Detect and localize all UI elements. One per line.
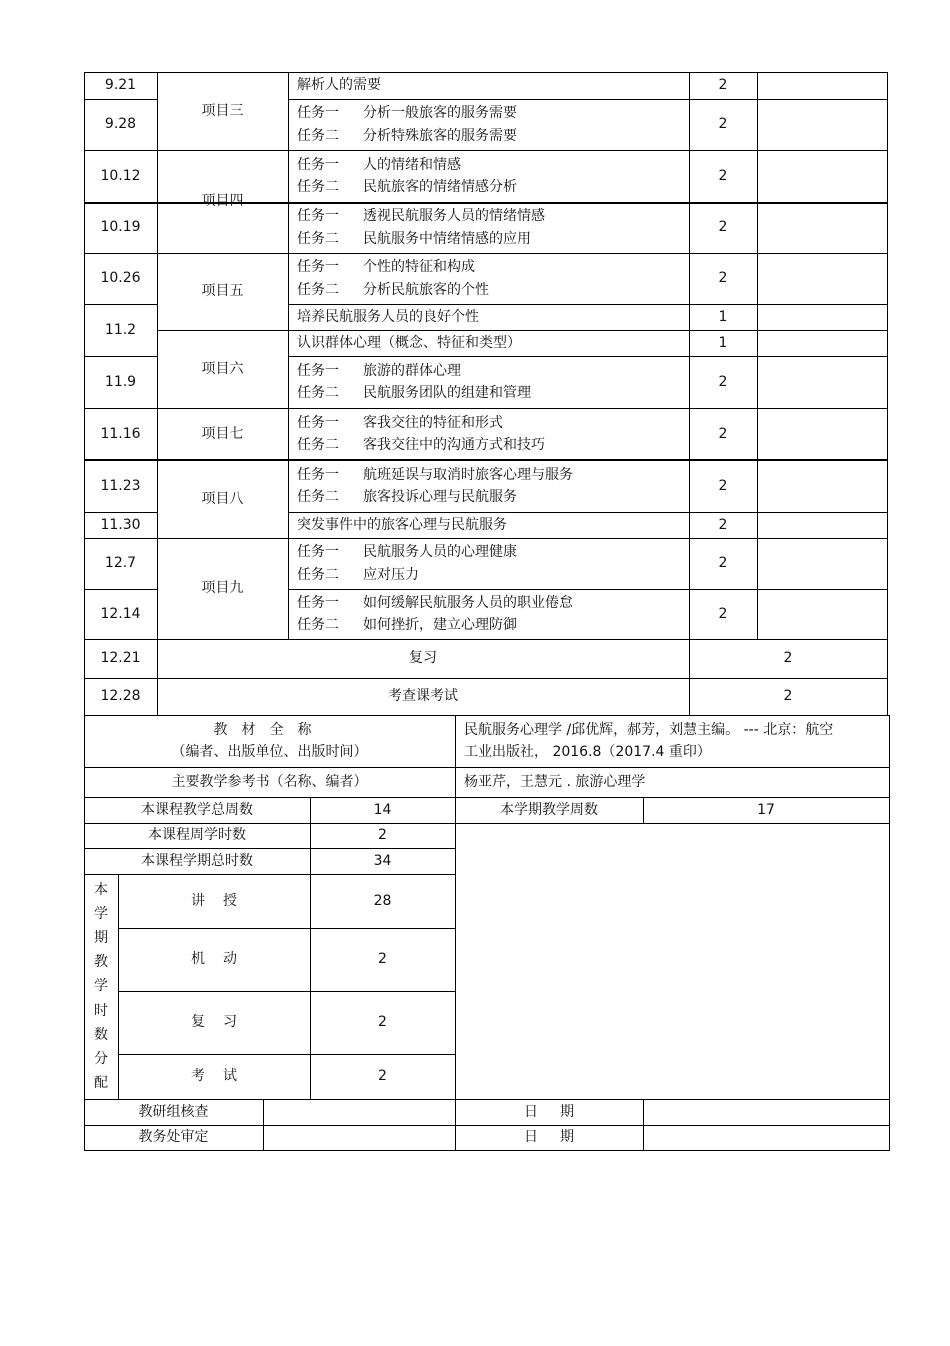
- allocation-side-char: 配: [94, 1074, 108, 1091]
- task-text: 如何缓解民航服务人员的职业倦怠: [363, 594, 573, 611]
- schedule-hours: 1: [718, 334, 728, 351]
- rule-horizontal: [84, 639, 888, 640]
- task-line: [297, 230, 531, 248]
- schedule-hours: 2: [718, 167, 728, 184]
- rule-horizontal: [84, 1150, 890, 1151]
- task-line: [297, 76, 381, 94]
- textbook-value-line: 民航服务心理学 /邱优辉，郝芳，刘慧主编。 --- 北京：航空: [464, 721, 834, 738]
- task-text: 客我交往的特征和形式: [363, 414, 503, 431]
- schedule-tasks: [288, 72, 689, 99]
- task-line: [297, 281, 489, 299]
- schedule-tasks: [288, 150, 689, 202]
- schedule-date: 9.28: [104, 116, 137, 133]
- rule-horizontal: [84, 512, 158, 513]
- task-text: 如何挫折，建立心理防御: [363, 617, 517, 633]
- task-label: 任务二: [297, 127, 339, 144]
- schedule-project: 项目八: [201, 490, 244, 507]
- task-text: 分析特殊旅客的服务需要: [363, 127, 517, 144]
- task-text: 人的情绪和情感: [363, 156, 461, 173]
- task-text: 透视民航服务人员的情绪情感: [363, 208, 545, 225]
- textbook-value: [455, 715, 889, 767]
- task-text: 培养民航服务人员的良好个性: [297, 308, 479, 325]
- schedule-hours: 1: [718, 308, 728, 325]
- weekly-hours-label: 本课程周学时数: [148, 827, 246, 844]
- rule-vertical: [288, 72, 289, 640]
- task-label: 任务一: [297, 208, 339, 225]
- schedule-date: 11.23: [100, 477, 141, 494]
- office-field: [263, 1125, 455, 1150]
- schedule-hours: 2: [718, 605, 728, 622]
- task-line: [297, 436, 545, 454]
- rule-horizontal: [84, 72, 888, 73]
- rule-horizontal: [84, 678, 888, 679]
- rule-horizontal: [84, 589, 158, 590]
- task-text: 个性的特征和构成: [363, 259, 475, 276]
- rule-horizontal: [84, 797, 890, 798]
- rule-horizontal: [84, 1125, 890, 1126]
- allocation-row-label-text: 考试: [191, 1068, 255, 1085]
- total-weeks-label: 本课程教学总周数: [141, 801, 253, 818]
- textbook-value-line: 工业出版社， 2016.8（2017.4 重印）: [464, 744, 711, 760]
- allocation-row-value: 2: [378, 1014, 387, 1031]
- rule-vertical: [887, 72, 888, 716]
- schedule-tasks: [288, 460, 689, 512]
- task-line: [297, 516, 507, 534]
- task-label: 任务二: [297, 179, 339, 195]
- exam-hours: 2: [783, 688, 793, 705]
- rule-horizontal: [84, 202, 158, 203]
- schedule-tasks: [288, 356, 689, 408]
- task-line: [297, 362, 461, 380]
- review-hours: 2: [783, 650, 793, 667]
- allocation-row-label: [118, 991, 310, 1054]
- schedule-date: 12.14: [100, 605, 141, 622]
- group-date-text: 日期: [524, 1103, 596, 1120]
- group-date-label: [455, 1099, 643, 1125]
- schedule-hours: 2: [718, 116, 728, 133]
- total-weeks-value: 14: [373, 801, 392, 818]
- rule-horizontal: [118, 991, 456, 992]
- schedule-date: 10.19: [100, 219, 141, 236]
- rule-horizontal: [84, 408, 888, 409]
- schedule-tasks: [288, 538, 689, 589]
- task-label: 任务一: [297, 156, 339, 173]
- task-text: 民航服务人员的心理健康: [363, 544, 517, 561]
- schedule-tasks: [288, 512, 689, 538]
- rule-vertical: [889, 715, 890, 1151]
- schedule-hours: 2: [718, 555, 728, 572]
- task-line: [297, 334, 521, 352]
- schedule-date: 9.21: [104, 77, 137, 94]
- task-line: [297, 616, 517, 634]
- task-label: 任务一: [297, 362, 339, 379]
- allocation-row-label: [118, 928, 310, 991]
- task-line: [297, 178, 517, 196]
- task-line: [297, 127, 517, 145]
- task-line: [297, 156, 461, 174]
- task-line: [297, 488, 517, 506]
- allocation-row-value: 2: [378, 951, 387, 968]
- task-label: 任务一: [297, 594, 339, 611]
- task-text: 民航服务中情绪情感的应用: [363, 230, 531, 247]
- rule-horizontal: [84, 1099, 890, 1100]
- rule-vertical: [689, 72, 690, 716]
- rule-vertical: [118, 874, 119, 1100]
- rule-horizontal: [288, 304, 888, 305]
- task-label: 任务二: [297, 437, 339, 453]
- rule-horizontal: [288, 589, 888, 590]
- allocation-row-value: 2: [378, 1068, 387, 1085]
- allocation-row-value: 28: [373, 892, 392, 909]
- task-line: [297, 414, 503, 432]
- task-label: 任务一: [297, 259, 339, 276]
- rule-horizontal: [157, 330, 888, 331]
- rule-horizontal: [84, 538, 888, 539]
- schedule-project: 项目九: [201, 580, 244, 597]
- task-label: 任务二: [297, 489, 339, 505]
- task-text: 解析人的需要: [297, 77, 381, 94]
- task-text: 旅客投诉心理与民航服务: [363, 489, 517, 505]
- schedule-hours: 2: [718, 425, 728, 442]
- task-line: [297, 566, 419, 584]
- task-line: [297, 104, 517, 122]
- rule-horizontal: [84, 253, 888, 254]
- task-line: [297, 594, 573, 612]
- task-label: 任务二: [297, 230, 339, 247]
- exam-label: 考查课考试: [388, 688, 458, 705]
- group-date-field: [643, 1099, 889, 1125]
- task-text: 民航旅客的情绪情感分析: [363, 179, 517, 195]
- schedule-project: 项目七: [201, 425, 244, 442]
- allocation-side-char: 学: [94, 978, 108, 995]
- task-line: [297, 543, 517, 561]
- task-line: [297, 466, 573, 484]
- task-text: 旅游的群体心理: [363, 362, 461, 379]
- task-label: 任务一: [297, 105, 339, 122]
- rule-horizontal: [118, 1054, 456, 1055]
- term-hours-value: 34: [373, 852, 392, 869]
- task-text: 客我交往中的沟通方式和技巧: [363, 437, 545, 453]
- semester-weeks-label: 本学期教学周数: [500, 801, 598, 818]
- schedule-date: 10.26: [100, 270, 141, 287]
- rule-horizontal: [84, 823, 890, 824]
- task-text: 应对压力: [363, 566, 419, 583]
- office-label: 教务处审定: [138, 1129, 209, 1146]
- rule-vertical: [643, 797, 644, 824]
- schedule-hours: 2: [718, 373, 728, 390]
- schedule-project: 项目三: [201, 102, 244, 119]
- rule-horizontal: [84, 848, 456, 849]
- textbook-label: [84, 715, 455, 767]
- task-label: 任务二: [297, 385, 339, 401]
- allocation-side-char: 期: [94, 930, 108, 947]
- task-label: 任务二: [297, 617, 339, 633]
- schedule-hours: 2: [718, 77, 728, 94]
- office-date-text: 日期: [524, 1129, 596, 1146]
- task-text: 民航服务团队的组建和管理: [363, 385, 531, 401]
- schedule-date: 11.30: [100, 516, 141, 533]
- schedule-date: 11.9: [104, 373, 137, 390]
- schedule-hours: 2: [718, 219, 728, 236]
- task-label: 任务一: [297, 466, 339, 483]
- task-label: 任务一: [297, 544, 339, 561]
- rule-vertical: [643, 1099, 644, 1151]
- office-date-field: [643, 1125, 889, 1150]
- task-line: [297, 384, 531, 402]
- rule-horizontal: [84, 99, 158, 100]
- allocation-row-label-text: 复习: [191, 1014, 255, 1031]
- allocation-row-label-text: 机动: [191, 951, 255, 968]
- allocation-side-char: 本: [94, 881, 108, 898]
- rule-horizontal: [84, 304, 158, 305]
- review-date: 12.21: [100, 650, 141, 667]
- reference-value: 杨亚芹，王慧元 . 旅游心理学: [464, 773, 646, 790]
- schedule-date: 11.2: [104, 321, 137, 338]
- allocation-side-char: 教: [94, 954, 108, 971]
- schedule-tasks: [288, 202, 689, 253]
- weekly-hours-value: 2: [378, 827, 387, 844]
- rule-horizontal: [288, 356, 888, 357]
- group-check-field: [263, 1099, 455, 1125]
- task-text: 突发事件中的旅客心理与民航服务: [297, 516, 507, 533]
- rule-vertical: [84, 72, 85, 716]
- schedule-date: 10.12: [100, 167, 141, 184]
- rule-horizontal: [288, 512, 888, 513]
- rule-horizontal: [288, 99, 888, 100]
- allocation-side-char: 学: [94, 906, 108, 923]
- rule-vertical: [157, 72, 158, 716]
- task-text: 认识群体心理（概念、特征和类型）: [297, 334, 521, 351]
- task-text: 分析民航旅客的个性: [363, 281, 489, 298]
- schedule-date: 12.7: [104, 555, 137, 572]
- schedule-tasks: [288, 408, 689, 460]
- rule-horizontal: [84, 202, 888, 204]
- rule-horizontal: [84, 150, 888, 151]
- task-text: 航班延误与取消时旅客心理与服务: [363, 466, 573, 483]
- task-text: 分析一般旅客的服务需要: [363, 105, 517, 122]
- schedule-project: 项目五: [201, 283, 244, 300]
- exam-date: 12.28: [100, 688, 141, 705]
- semester-weeks-value: 17: [757, 801, 775, 818]
- schedule-tasks: [288, 330, 689, 356]
- office-date-label: [455, 1125, 643, 1150]
- task-label: 任务一: [297, 414, 339, 431]
- schedule-hours: 2: [718, 270, 728, 287]
- rule-horizontal: [84, 874, 456, 875]
- textbook-label-line: 教材全称: [213, 721, 326, 738]
- review-label: 复习: [409, 650, 437, 667]
- rule-vertical: [263, 1099, 264, 1151]
- schedule-project: 项目六: [201, 360, 244, 377]
- allocation-row-label-text: 讲授: [191, 892, 255, 909]
- rule-vertical: [757, 72, 758, 640]
- allocation-row-label: [118, 1054, 310, 1099]
- group-check-label: 教研组核查: [138, 1103, 209, 1120]
- allocation-side-char: 时: [94, 1002, 108, 1019]
- schedule-tasks: [288, 304, 689, 330]
- allocation-side-char: 数: [94, 1026, 108, 1043]
- allocation-side-char: 分: [94, 1050, 108, 1067]
- rule-horizontal: [84, 767, 890, 768]
- rule-vertical: [84, 715, 85, 1151]
- task-label: 任务二: [297, 281, 339, 298]
- schedule-tasks: [288, 253, 689, 304]
- rule-horizontal: [84, 459, 888, 461]
- task-line: [297, 258, 475, 276]
- task-label: 任务二: [297, 566, 339, 583]
- schedule-hours: 2: [718, 477, 728, 494]
- allocation-row-label: [118, 874, 310, 928]
- rule-vertical: [455, 715, 456, 1151]
- rule-horizontal: [84, 715, 890, 716]
- allocation-side-label: [84, 874, 118, 1099]
- task-line: [297, 308, 479, 326]
- term-hours-label: 本课程学期总时数: [141, 852, 253, 869]
- reference-label: 主要教学参考书（名称、编者）: [171, 773, 368, 790]
- rule-horizontal: [84, 356, 158, 357]
- rule-vertical: [310, 797, 311, 1100]
- textbook-label-line: （编者、出版单位、出版时间）: [171, 744, 368, 760]
- schedule-hours: 2: [718, 516, 728, 533]
- schedule-date: 11.16: [100, 425, 141, 442]
- schedule-tasks: [288, 589, 689, 639]
- task-line: [297, 207, 545, 225]
- rule-horizontal: [118, 928, 456, 929]
- schedule-tasks: [288, 99, 689, 150]
